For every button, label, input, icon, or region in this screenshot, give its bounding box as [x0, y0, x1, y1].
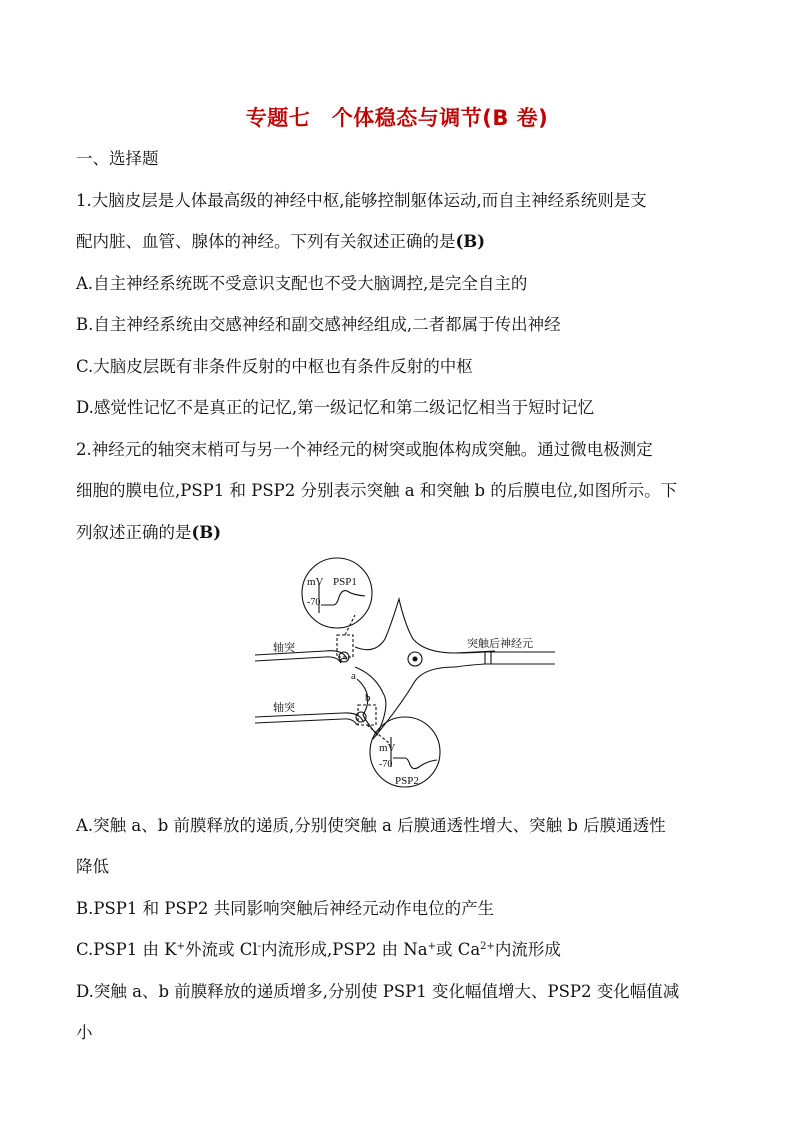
q2-option-c-part5: 内流形成: [494, 940, 561, 959]
q2-option-a-line2: 降低: [76, 857, 109, 876]
q2-option-c-part1: C.PSP1 由 K: [76, 940, 177, 959]
cl-ion-charge: -: [257, 941, 262, 952]
q2-option-c: [76, 939, 561, 961]
q2-option-a-line1: A.突触 a、b 前膜释放的递质,分别使突触 a 后膜通透性增大、突触 b 后膜通透性: [76, 816, 666, 835]
q1-stem-text: 配内脏、血管、腺体的神经。下列有关叙述正确的是: [76, 232, 456, 251]
post-axon-myelin: [485, 652, 491, 664]
q2-stem-line2: 细胞的膜电位,PSP1 和 PSP2 分别表示突触 a 和突触 b 的后膜电位,如图所示。下: [76, 481, 678, 500]
axon-2-label: 轴突: [273, 702, 295, 714]
q1-option-b: B.自主神经系统由交感神经和副交感神经组成,二者都属于传出神经: [76, 315, 561, 334]
psp1-trace: [321, 591, 365, 605]
axon-2-lower: [255, 719, 357, 725]
ca-ion-charge: 2+: [480, 941, 495, 952]
psp1-value: -70: [307, 597, 321, 608]
q1-option-a: A.自主神经系统既不受意识支配也不受大脑调控,是完全自主的: [76, 274, 528, 293]
q1-option-c: C.大脑皮层既有非条件反射的中枢也有条件反射的中枢: [76, 357, 473, 376]
q2-stem-line3: [76, 522, 221, 544]
q1-stem-line1: 1.大脑皮层是人体最高级的神经中枢,能够控制躯体运动,而自主神经系统则是支: [76, 191, 647, 210]
section-heading: 一、选择题: [76, 149, 159, 168]
synapse-a-connector: [345, 615, 355, 635]
axon-1-label: 轴突: [273, 642, 295, 654]
synapse-b-label: b: [365, 692, 371, 704]
q2-stem-line1: 2.神经元的轴突末梢可与另一个神经元的树突或胞体构成突触。通过微电极测定: [76, 440, 653, 459]
axon-2-upper: [255, 713, 363, 721]
page-title: 专题七 个体稳态与调节(B 卷): [245, 106, 549, 130]
q2-option-d-line2: 小: [76, 1023, 93, 1042]
axon-1-lower: [255, 657, 341, 663]
q2-option-c-part4: 或 Ca: [435, 940, 481, 959]
synapse-a-label: a: [351, 670, 356, 682]
psp2-value: -70: [379, 759, 393, 770]
q2-option-c-part3: 内流形成,PSP2 由 Na: [261, 940, 428, 959]
psp1-unit-label: mV: [307, 576, 324, 588]
q2-option-b: B.PSP1 和 PSP2 共同影响突触后神经元动作电位的产生: [76, 899, 495, 918]
psp2-label: PSP2: [395, 775, 419, 787]
psp1-label: PSP1: [333, 576, 357, 588]
postsynaptic-neuron-label: 突触后神经元: [467, 638, 533, 650]
q2-answer: (B): [191, 523, 222, 542]
psp2-unit-label: mV: [379, 742, 396, 754]
k-ion-charge: +: [176, 941, 185, 952]
synapse-a-box: [337, 635, 353, 657]
psp2-trace: [393, 758, 437, 769]
na-ion-charge: +: [427, 941, 436, 952]
psp1-inset: [302, 558, 372, 628]
q1-answer: (B): [455, 232, 486, 251]
nucleolus: [413, 657, 418, 662]
post-axon-lower: [455, 664, 555, 667]
q2-option-d-line1: D.突触 a、b 前膜释放的递质增多,分别使 PSP1 变化幅值增大、PSP2 变化幅值减: [76, 982, 680, 1001]
neuron-synapse-figure: [255, 555, 555, 795]
q2-stem-text: 列叙述正确的是: [76, 523, 192, 542]
q1-option-d: D.感觉性记忆不是真正的记忆,第一级记忆和第二级记忆相当于短时记忆: [76, 398, 595, 417]
q2-option-c-part2: 外流或 Cl: [185, 940, 258, 959]
q1-stem-line2: [76, 231, 485, 253]
